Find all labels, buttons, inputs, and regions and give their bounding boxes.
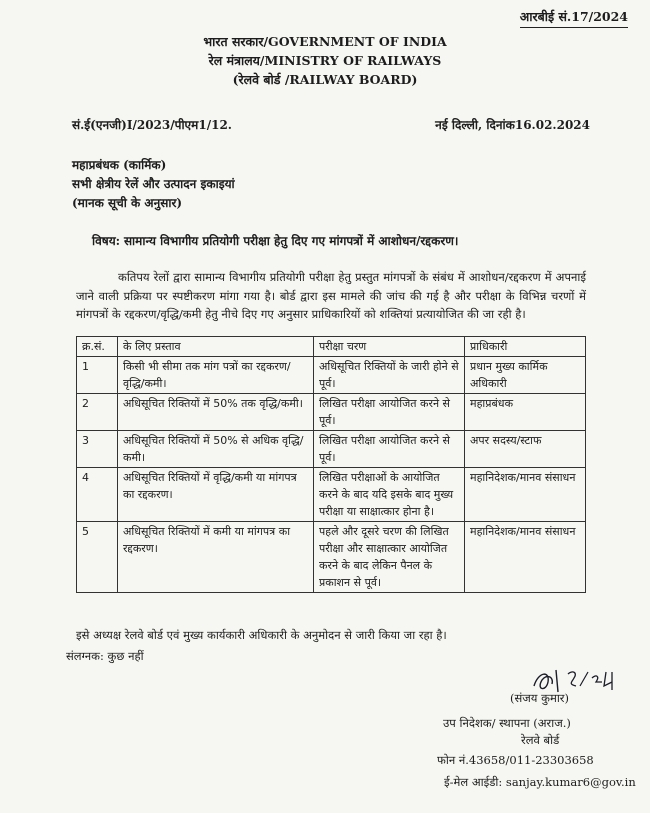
table-row	[77, 522, 586, 593]
cell-exam-stage: पहले और दूसरे चरण की लिखित परीक्षा और साक्षात्कार आयोजित करने के बाद लेकिन पैनल के प्रकाशन से पूर्व।	[314, 522, 465, 593]
cell-proposal: अधिसूचित रिक्तियों में 50% से अधिक वृद्धि/कमी।	[118, 431, 314, 468]
circular-reference-number: आरबीई सं.17/2024	[520, 8, 628, 28]
signatory-name: (संजय कुमार)	[510, 691, 569, 705]
cell-serial: 5	[77, 522, 118, 593]
cell-serial: 4	[77, 468, 118, 522]
cell-proposal: किसी भी सीमा तक मांग पत्रों का रद्दकरण/वृद्धि/कमी।	[118, 357, 314, 394]
table-row	[77, 394, 586, 431]
cell-proposal: अधिसूचित रिक्तियों में वृद्धि/कमी या मांगपत्र का रद्दकरण।	[118, 468, 314, 522]
table-header-row	[77, 337, 586, 357]
addressee-line-1: महाप्रबंधक (कार्मिक)	[72, 158, 167, 172]
closing-statement: इसे अध्यक्ष रेलवे बोर्ड एवं मुख्य कार्यकारी अधिकारी के अनुमोदन से जारी किया जा रहा है।	[76, 628, 447, 642]
col-header-authority: प्राधिकारी	[465, 337, 586, 357]
subject-text: सामान्य विभागीय प्रतियोगी परीक्षा हेतु दिए गए मांगपत्रों में आशोधन/रद्दकरण।	[123, 234, 459, 248]
signatory-office: रेलवे बोर्ड	[521, 733, 560, 747]
cell-exam-stage: अधिसूचित रिक्तियों के जारी होने से पूर्व।	[314, 357, 465, 394]
letter-date: नई दिल्ली, दिनांक16.02.2024	[435, 118, 590, 132]
col-header-exam-stage: परीक्षा चरण	[314, 337, 465, 357]
header-board: (रेलवे बोर्ड /RAILWAY BOARD)	[232, 72, 418, 87]
cell-authority: महानिदेशक/मानव संसाधन	[465, 522, 586, 593]
cell-authority: महानिदेशक/मानव संसाधन	[465, 468, 586, 522]
cell-serial: 3	[77, 431, 118, 468]
addressee-line-2: सभी क्षेत्रीय रेलें और उत्पादन इकाइयां	[72, 177, 235, 191]
addressee-line-3: (मानक सूची के अनुसार)	[72, 196, 183, 210]
subject-label: विषय:	[92, 234, 121, 248]
col-header-serial: क्र.सं.	[77, 337, 118, 357]
col-header-proposal: के लिए प्रस्ताव	[118, 337, 314, 357]
delegation-table	[76, 336, 586, 593]
table-row	[77, 468, 586, 522]
cell-authority: प्रधान मुख्य कार्मिक अधिकारी	[465, 357, 586, 394]
cell-serial: 2	[77, 394, 118, 431]
letter-number: सं.ई(एनजी)I/2023/पीएम1/12.	[72, 118, 232, 132]
enclosure-note: संलग्नक: कुछ नहीं	[66, 649, 144, 663]
body-paragraph: कतिपय रेलों द्वारा सामान्य विभागीय प्रतियोगी परीक्षा हेतु प्रस्तुत मांगपत्रों के संबंध में आशोधन/रद्दकरण में अपनाई जाने वाली प्रक्रिया पर स्पष्टीकरण मांगा गया है। बोर्ड द्वारा इस मामले की जांच की गई है और परीक्षा के विभिन्न चरणों में मांगपत्रों के रद्दकरण/वृद्धि/कमी हेतु नीचे दिए गए अनुसार प्राधिकारियों को शक्तियां प्रत्यायोजित की जा रही है।	[76, 270, 586, 321]
header-ministry: रेल मंत्रालय/MINISTRY OF RAILWAYS	[208, 53, 442, 68]
cell-exam-stage: लिखित परीक्षा आयोजित करने से पूर्व।	[314, 394, 465, 431]
cell-exam-stage: लिखित परीक्षाओं के आयोजित करने के बाद यदि इसके बाद मुख्य परीक्षा या साक्षात्कार होना है।	[314, 468, 465, 522]
cell-exam-stage: लिखित परीक्षा आयोजित करने से पूर्व।	[314, 431, 465, 468]
header-government: भारत सरकार/GOVERNMENT OF INDIA	[203, 34, 447, 49]
subject-line	[92, 232, 458, 249]
table-row	[77, 431, 586, 468]
signatory-phone: फोन नं.43658/011-23303658	[437, 753, 594, 767]
signatory-email: ई-मेल आईडी: sanjay.kumar6@gov.in	[444, 775, 636, 789]
cell-authority: महाप्रबंधक	[465, 394, 586, 431]
cell-proposal: अधिसूचित रिक्तियों में 50% तक वृद्धि/कमी।	[118, 394, 314, 431]
signatory-designation: उप निदेशक/ स्थापना (अराज.)	[443, 716, 571, 730]
table-row	[77, 357, 586, 394]
cell-serial: 1	[77, 357, 118, 394]
cell-proposal: अधिसूचित रिक्तियों में कमी या मांगपत्र का रद्दकरण।	[118, 522, 314, 593]
cell-authority: अपर सदस्य/स्टाफ	[465, 431, 586, 468]
